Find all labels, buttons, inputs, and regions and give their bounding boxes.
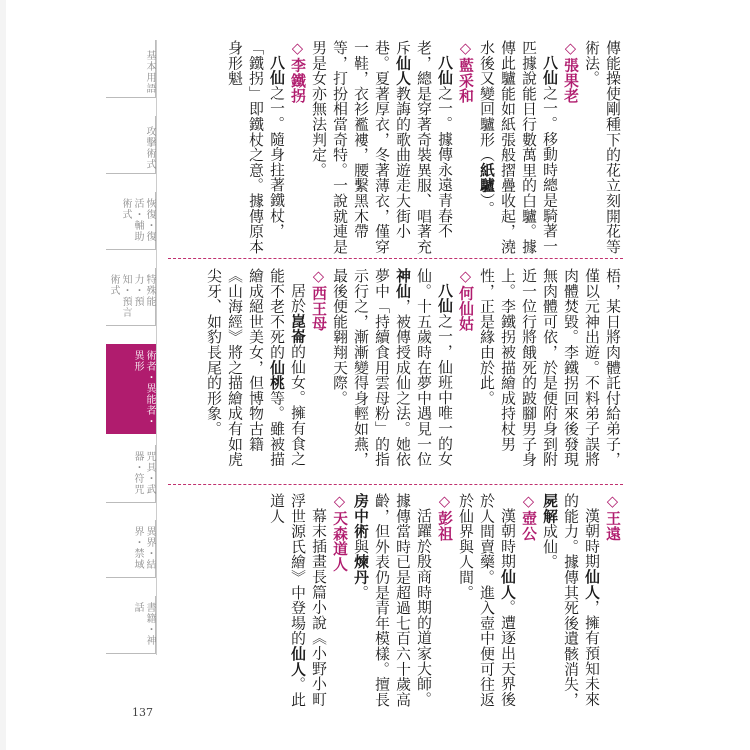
keyword: 神仙 <box>394 268 411 299</box>
diamond-icon: ◇ <box>520 493 537 511</box>
entry-body-li-tieguai <box>224 40 287 255</box>
tab-special-abilities[interactable]: 特殊能力・預知・預言術式 <box>106 268 156 326</box>
entry-body-hu-gong <box>455 493 518 713</box>
middle-band-text <box>168 268 623 480</box>
entry-title-text: 王遠 <box>604 510 621 542</box>
entry-title-zhang-guolao <box>560 40 581 255</box>
tab-artifacts[interactable]: 咒具・武器・符咒 <box>106 445 156 503</box>
entry-body-he-xiangu <box>329 268 455 480</box>
tab-basic-terms[interactable]: 基本用語 <box>106 40 156 98</box>
band-divider-2 <box>168 484 623 485</box>
keyword: 仙人 <box>394 55 411 86</box>
keyword: 房中術 <box>352 493 369 539</box>
page-edge <box>0 0 6 750</box>
keyword: 仙人 <box>499 569 516 600</box>
chapter-index-tabs <box>106 40 156 655</box>
body-text: 漢朝時期 <box>499 507 516 569</box>
keyword: 八仙 <box>268 54 285 86</box>
diamond-icon: ◇ <box>436 493 453 511</box>
body-text: 居於 <box>289 282 306 314</box>
entry-title-xiwangmu <box>308 268 329 480</box>
diamond-icon: ◇ <box>310 268 327 286</box>
body-text: 成仙。 <box>541 523 558 570</box>
keyword: 仙桃 <box>268 359 285 391</box>
body-text: 。 <box>352 584 369 601</box>
keyword: 八仙 <box>436 282 453 314</box>
entry-title-text: 天森道人 <box>331 510 348 572</box>
entry-body-wang-yuan <box>539 493 602 713</box>
entry-title-he-xiangu <box>455 268 476 480</box>
entry-title-wang-yuan <box>602 493 623 713</box>
diamond-icon: ◇ <box>289 40 306 58</box>
tab-casters-active[interactable]: 術者・異能者・異形 <box>106 344 156 434</box>
keyword: 八仙 <box>436 54 453 86</box>
diamond-icon: ◇ <box>457 268 474 286</box>
entry-title-text: 彭祖 <box>436 510 453 542</box>
entry-body-li-tieguai-cont <box>476 268 623 480</box>
paragraph-text: 傳能操使剛種下的花立刻開花等術法。 <box>583 40 621 255</box>
paragraph <box>581 40 623 255</box>
tabs-divider <box>156 40 157 655</box>
body-text: 。此道人 <box>268 493 306 708</box>
page-number: 137 <box>132 706 153 719</box>
entry-body-xiwangmu <box>203 268 308 480</box>
body-text: 梧，某日將肉體託付給弟子，僅以元神出遊。不料弟子誤將肉體焚毀。李鐵拐回來後發現無肉體可依，於是便附身到附近一位行將餓死的跛腳男子身上。李鐵拐被描繪成持杖男性，正是緣由於此。 <box>478 268 621 467</box>
diamond-icon: ◇ <box>562 40 579 58</box>
body-text: 教誨的歌曲遊走大街小巷。夏著厚衣，冬著薄衣，僅穿一鞋，衣衫襤褸，腰繫黑木帶等，打扮相當奇特。一說就連是男是女亦無法判定。 <box>310 40 411 255</box>
body-text: 之一，仙班中唯一的女仙。十五歲時在夢中遇見一位 <box>415 268 453 467</box>
keyword: 八仙 <box>541 54 558 86</box>
tab-books-myths[interactable]: 書籍・神話 <box>106 596 156 654</box>
entry-title-hu-gong <box>518 493 539 713</box>
entry-title-text: 西王母 <box>310 285 327 332</box>
entry-body-lan-caihe <box>308 40 455 255</box>
diamond-icon: ◇ <box>457 40 474 58</box>
entry-title-li-tieguai <box>287 40 308 255</box>
entry-body-peng-zu <box>350 493 434 713</box>
tab-attack-spells[interactable]: 攻擊術式 <box>106 116 156 174</box>
diamond-icon: ◇ <box>331 493 348 511</box>
body-text: 的仙女。擁有食之能不老不死的 <box>268 268 306 467</box>
bottom-band-text <box>168 493 623 713</box>
keyword: 煉丹 <box>352 554 369 585</box>
body-text: ，被傳授成仙之法。她依夢中「持續食用雲母粉」的指示行之，漸漸變得身輕如燕，最後便能翱翔天際。 <box>331 268 411 467</box>
entry-title-tiansen-daoren <box>329 493 350 713</box>
entry-title-lan-caihe <box>455 40 476 255</box>
top-band-text <box>168 40 623 255</box>
entry-title-text: 壺公 <box>520 510 537 542</box>
band-divider-1 <box>168 258 623 259</box>
body-text: 之一。據傳永遠青春不老，總是穿著奇裝異服、唱著充斥 <box>394 40 453 255</box>
entry-title-text: 何仙姑 <box>457 285 474 332</box>
tab-other-worlds[interactable]: 異界・結界・禁域 <box>106 520 156 578</box>
body-text: 漢朝時期 <box>583 507 600 569</box>
body-text: 與 <box>352 538 369 555</box>
entry-title-peng-zu <box>434 493 455 713</box>
entry-title-text: 張果老 <box>562 57 579 104</box>
body-text: ）。 <box>478 193 495 217</box>
body-text: 。遭逐出天界後於人間賣藥。進入壺中便可往返於仙界與人間。 <box>457 493 516 708</box>
diamond-icon: ◇ <box>604 493 621 511</box>
body-text: 幕末插畫長篇小說《小野小町浮世源氏繪》中登場的 <box>289 493 327 707</box>
body-text: 活躍於殷商時期的道家大師。據傳當時已是超過七百六十歲高齡，但外表仍是青年模樣。擅長 <box>373 493 432 708</box>
body-text: ，擁有預知未來的能力。據傳其死後遺骸消失， <box>562 493 600 708</box>
body-text: 之一。移動時總是騎著一匹據說能日行數萬里的白驢。據傳此驢能如紙張般摺疊收起，澆水後又變回驢形（ <box>478 40 558 255</box>
entry-body-zhang-guolao <box>476 40 560 255</box>
keyword: 仙人 <box>583 569 600 600</box>
keyword: 崑崙 <box>289 313 306 345</box>
entry-title-text: 李鐵拐 <box>289 57 306 104</box>
keyword: 屍解 <box>541 493 558 524</box>
keyword: 仙人 <box>289 646 306 677</box>
body-text: 之一。隨身拄著鐵杖，「鐵拐」即鐵杖之意。據傳原本身形魁 <box>226 40 285 255</box>
entry-title-text: 藍采和 <box>457 57 474 104</box>
keyword: 紙驢 <box>478 162 495 194</box>
entry-body-tiansen-daoren <box>266 493 329 713</box>
body-text: 等。雖被描繪成絕世美女，但博物古籍《山海經》將之描繪成有如虎尖牙、如豹長尾的形象。 <box>205 268 285 467</box>
tab-recovery-spells[interactable]: 恢復・復活・輔助術式 <box>106 192 156 250</box>
